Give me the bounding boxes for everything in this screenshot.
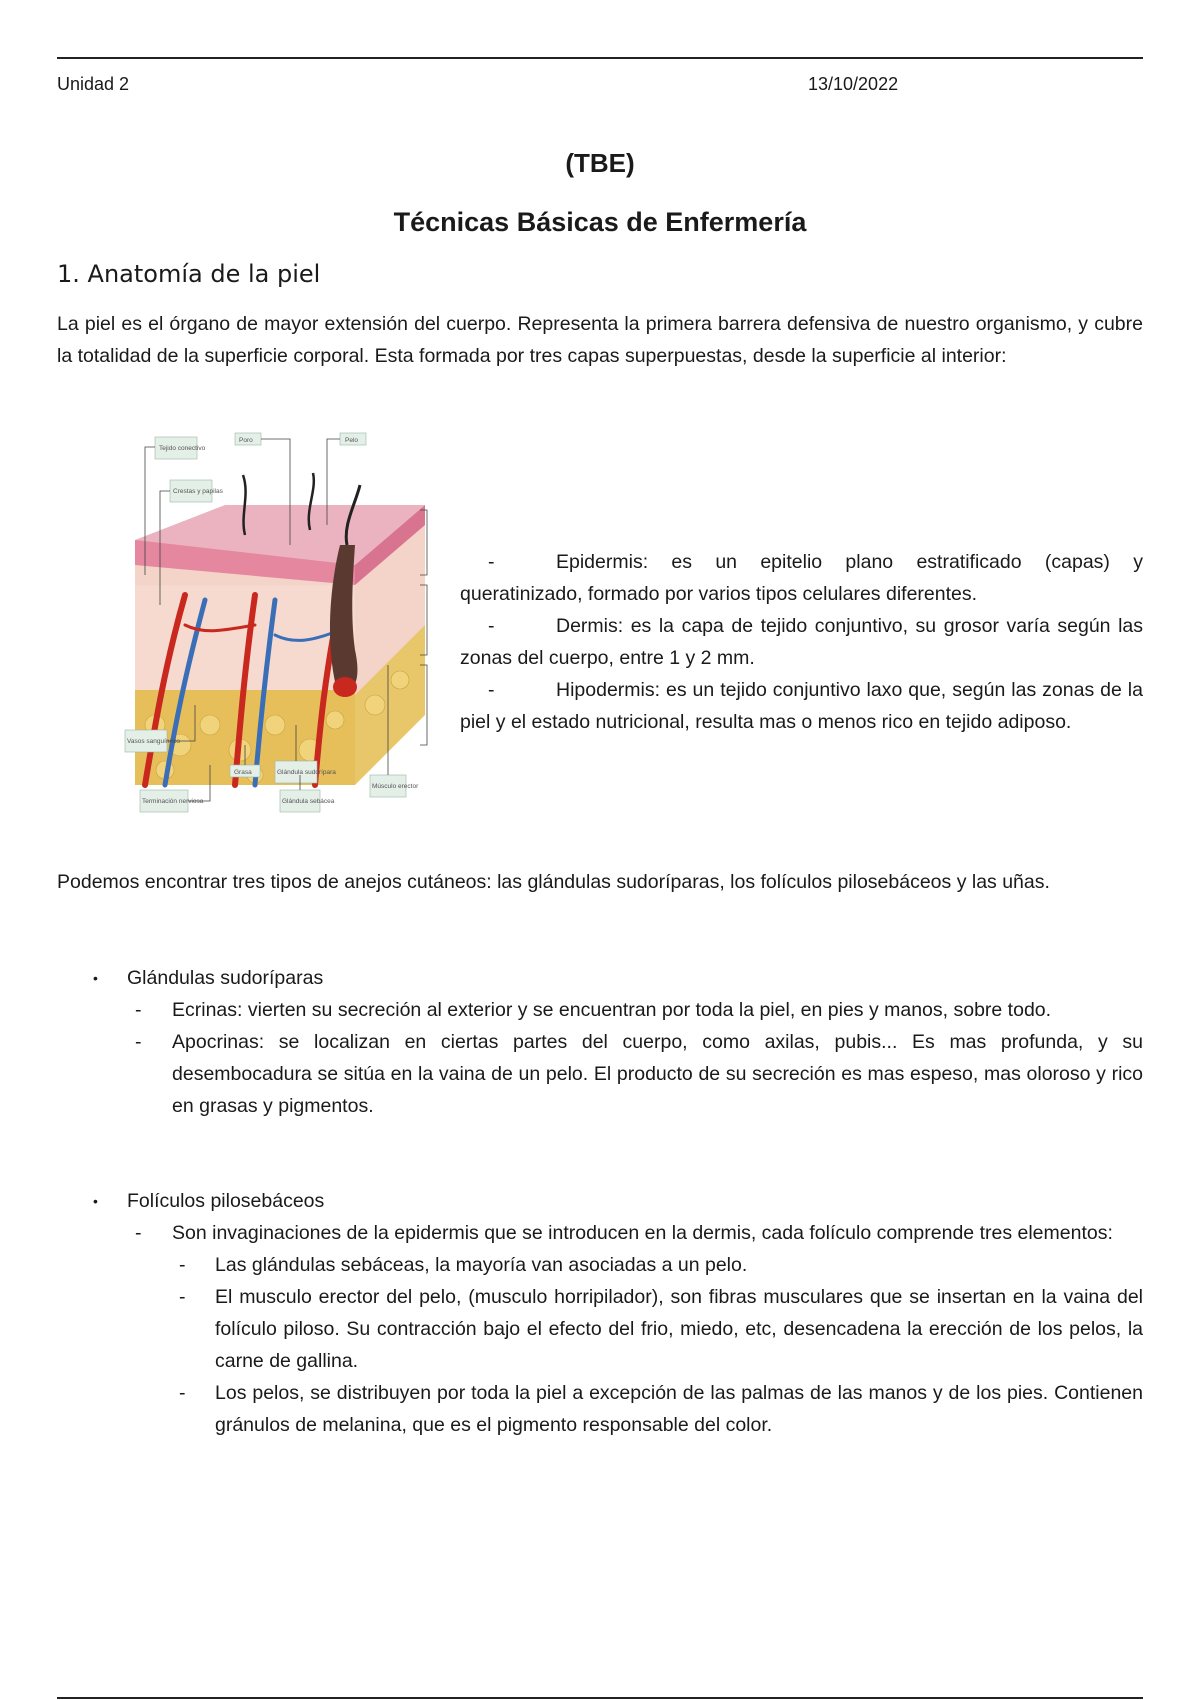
glandulas-list (57, 962, 1143, 1122)
label-tejido-conectivo: Tejido conectivo (159, 445, 206, 452)
label-vasos: Vasos sanguíneos (127, 738, 180, 745)
list-item-glandulas-sebaceas: - Las glándulas sebáceas, la mayoría van asociadas a un pelo. (179, 1254, 748, 1276)
label-sebacea: Glándula sebácea (282, 798, 335, 805)
anejos-paragraph: Podemos encontrar tres tipos de anejos cutáneos: las glándulas sudoríparas, los folículos pilosebáceos y las uñas. (57, 871, 1050, 893)
label-sudoripara: Glándula sudorípara (277, 769, 336, 776)
list-item-invaginaciones: - Son invaginaciones de la epidermis que se introducen en la dermis, cada folículo comprende tres elementos: (135, 1222, 1113, 1244)
document-abbreviation: (TBE) (565, 148, 635, 178)
intro-paragraph: La piel es el órgano de mayor extensión del cuerpo. Representa la primera barrera defensiva de nuestro organismo, y cubre la totalidad de la superficie corporal. Esta formada por tres capas superpuestas, desde la superficie al interior: (57, 313, 1143, 367)
skin-layers-list (460, 546, 1143, 738)
list-item-apocrinas: - Apocrinas: se localizan en ciertas partes del cuerpo, como axilas, pubis... Es mas profunda, y su desembocadura se sitúa en la vaina de un pelo. El producto de su secreción es mas espeso, mas oloroso y rico en grasas y pigmentos. (135, 1031, 1143, 1117)
label-pelo: Pelo (345, 437, 359, 444)
label-poro: Poro (239, 437, 253, 444)
list-item-ecrinas: - Ecrinas: vierten su secreción al exterior y se encuentran por toda la piel, en pies y manos, sobre todo. (135, 999, 1052, 1021)
label-grasa: Grasa (234, 769, 252, 776)
header-unit: Unidad 2 (57, 74, 130, 94)
label-crestas: Crestas y papilas (173, 488, 223, 495)
list-item-musculo-erector: - El musculo erector del pelo, (musculo horripilador), son fibras musculares que se insertan en la vaina del folículo piloso. Su contracción bajo el efecto del frio, miedo, etc, desencadena la erección de los pelos, la carne de gallina. (179, 1286, 1143, 1372)
foliculos-list (57, 1185, 1143, 1441)
list-item-pelos: - Los pelos, se distribuyen por toda la piel a excepción de las palmas de las manos y de los pies. Contienen gránulos de melanina, que es el pigmento responsable del color. (179, 1382, 1143, 1436)
glandulas-title: • Glándulas sudoríparas (57, 962, 1143, 994)
header-date: 13/10/2022 (808, 74, 899, 94)
foliculos-title: • Folículos pilosebáceos (57, 1185, 1143, 1217)
bullet: • (93, 970, 98, 986)
label-terminacion: Terminación nerviosa (142, 798, 204, 805)
layer-hipodermis: - Hipodermis: es un tejido conjuntivo laxo que, según las zonas de la piel y el estado nutricional, resulta mas o menos rico en tejido adiposo. (460, 679, 1143, 733)
bottom-rule (57, 1697, 1143, 1699)
bullet: • (93, 1193, 98, 1209)
skin-anatomy-illustration (115, 425, 445, 825)
layer-epidermis: - Epidermis: es un epitelio plano estratificado (capas) y queratinizado, formado por varios tipos celulares diferentes. (460, 551, 1143, 605)
layer-dermis: - Dermis: es la capa de tejido conjuntivo, su grosor varía según las zonas del cuerpo, entre 1 y 2 mm. (460, 615, 1143, 669)
section-heading: 1. Anatomía de la piel (57, 260, 321, 288)
top-rule (57, 57, 1143, 59)
label-musculo: Músculo erector (372, 783, 419, 790)
document-title: Técnicas Básicas de Enfermería (393, 207, 807, 237)
